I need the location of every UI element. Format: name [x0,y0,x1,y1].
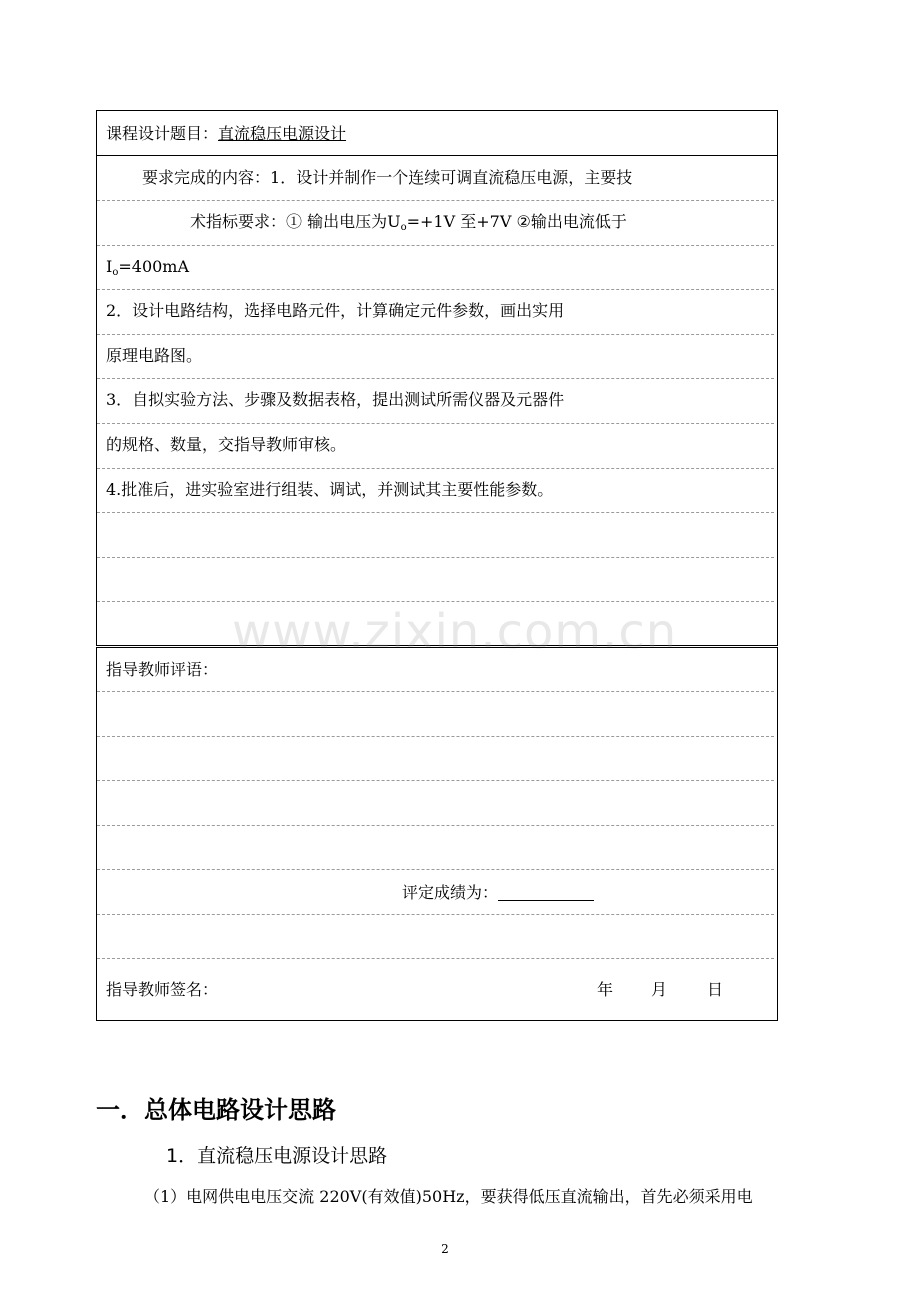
requirements-label: 要求完成的内容： [142,168,271,187]
watermark: www.zixin.com.cn [232,604,678,660]
paragraph: （1）电网供电电压交流 220V(有效值)50Hz，要获得低压直流输出，首先必须采用电 [144,1187,753,1206]
dashed-rule [97,512,774,513]
requirements-line-4: 2．设计电路结构，选择电路元件，计算确定元件参数，画出实用 [106,301,565,320]
topic-label: 课程设计题目： [106,124,219,143]
dashed-rule [97,914,774,915]
section-heading: 一．总体电路设计思路 [96,1096,336,1124]
requirements-line-1 [142,168,632,188]
requirements-text: 1．设计并制作一个连续可调直流稳压电源，主要技 [270,168,633,187]
subscript: o [112,267,119,278]
dashed-rule [97,245,774,246]
requirements-text: I [106,257,113,276]
dashed-rule [97,334,774,335]
dashed-rule [97,825,774,826]
requirements-line-5: 原理电路图。 [106,346,203,365]
requirements-line-2 [190,212,627,232]
dashed-rule [97,601,774,602]
dashed-rule [97,289,774,290]
dashed-rule [97,869,774,870]
dashed-rule [97,468,774,469]
date-month: 月 [651,980,668,999]
grade-row [402,883,594,903]
dashed-rule [97,691,774,692]
requirements-line-8: 4.批准后，进实验室进行组装、调试，并测试其主要性能参数。 [106,480,554,499]
dashed-rule [97,200,774,201]
dashed-rule [97,780,774,781]
table-divider [96,155,778,156]
page-number: 2 [441,1242,449,1256]
requirements-line-3 [106,257,189,277]
requirements-text: =400mA [118,257,190,276]
date-day: 日 [707,980,724,999]
dashed-rule [97,736,774,737]
requirements-text: 术指标要求：① 输出电压为U [190,212,401,231]
requirements-line-7: 的规格、数量，交指导教师审核。 [106,435,347,454]
grade-blank[interactable] [498,884,594,901]
subscript: o [400,222,407,233]
evaluation-table [96,647,778,1021]
dashed-rule [97,423,774,424]
requirements-line-6: 3．自拟实验方法、步骤及数据表格，提出测试所需仪器及元器件 [106,390,565,409]
topic-value: 直流稳压电源设计 [218,124,347,143]
grade-label: 评定成绩为： [402,883,499,902]
topic-row [106,124,346,144]
dashed-rule [97,378,774,379]
signature-label: 指导教师签名： [106,980,219,999]
comment-label: 指导教师评语： [106,660,219,679]
subsection-heading: 1．直流稳压电源设计思路 [166,1145,388,1167]
dashed-rule [97,557,774,558]
date-row [597,980,723,1000]
date-year: 年 [597,980,614,999]
requirements-text: =+1V 至+7V ②输出电流低于 [406,212,627,231]
dashed-rule [97,958,774,959]
